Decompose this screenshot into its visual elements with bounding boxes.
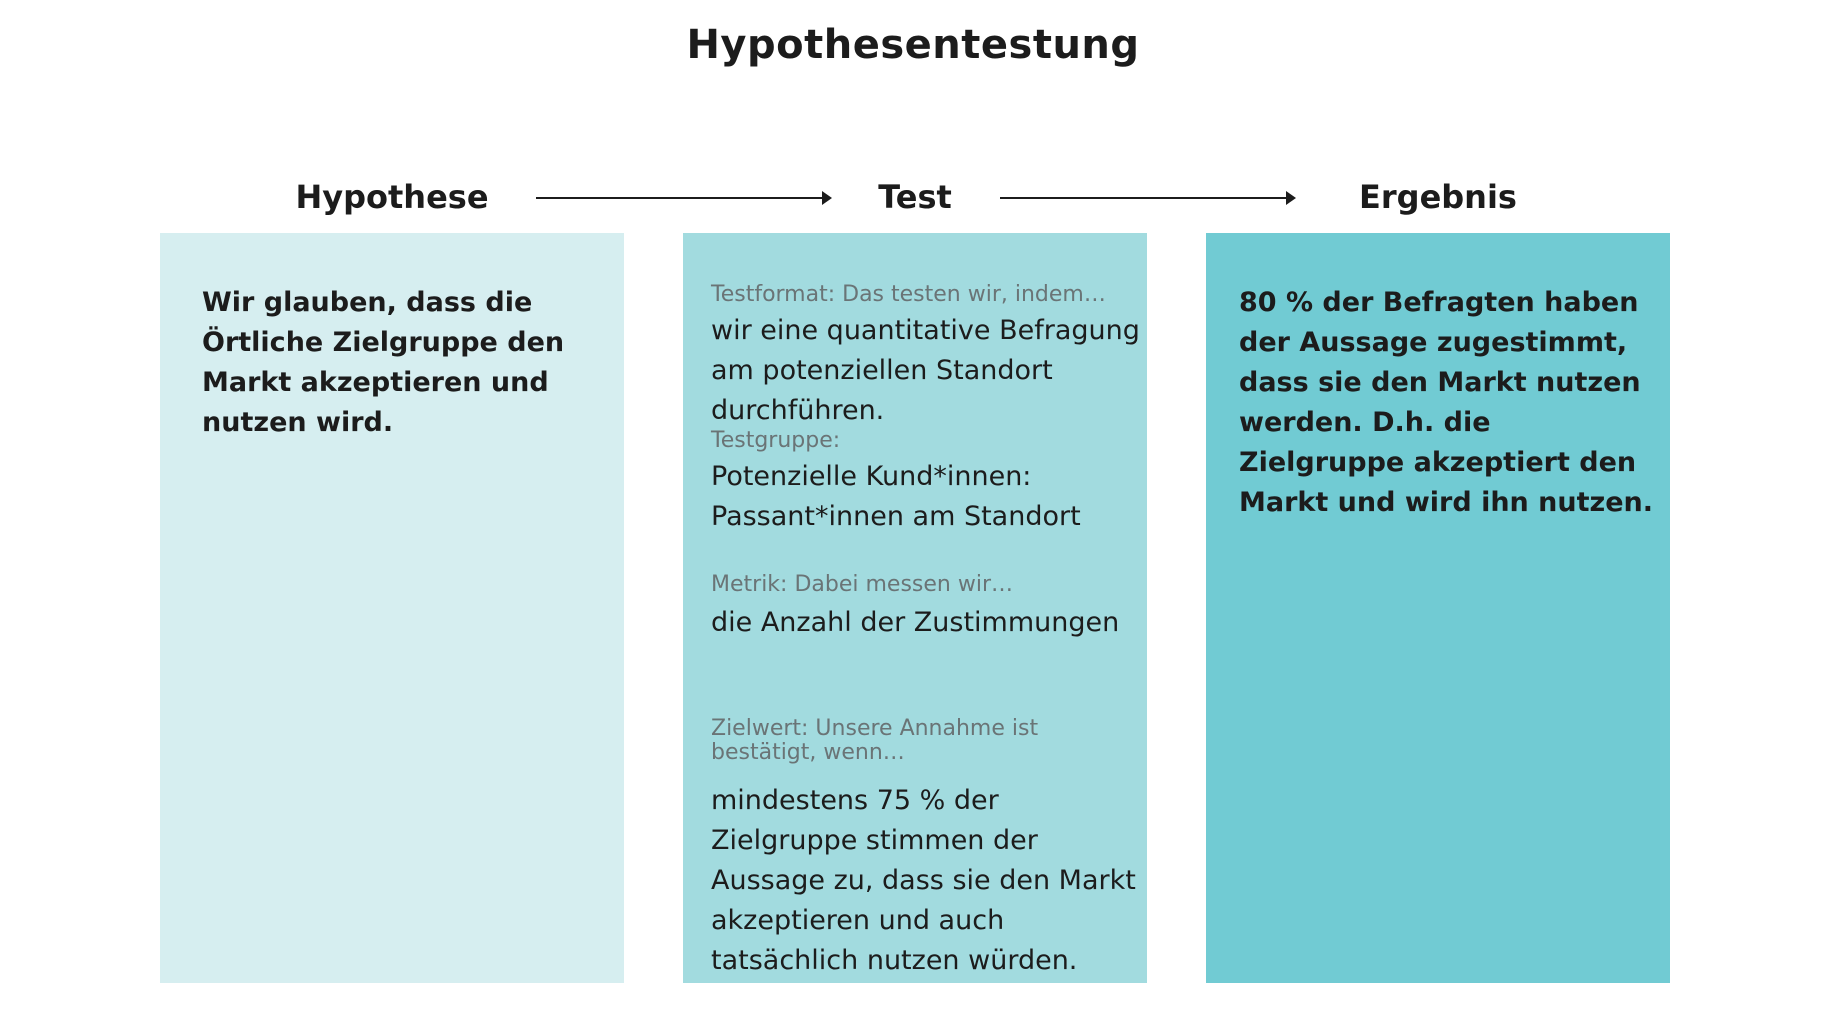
arrow-hypothesis-to-test	[536, 188, 832, 208]
test-group-label: Testgruppe:	[711, 428, 841, 453]
hypothesis-text: Wir glauben, dass die Örtliche Zielgruppe den Markt akzeptieren und nutzen wird.	[202, 287, 565, 438]
test-group-value: Potenzielle Kund*innen: Passant*innen am Standort	[711, 461, 1081, 532]
test-metric-value: die Anzahl der Zustimmungen	[711, 607, 1120, 638]
test-metric-label: Metrik: Dabei messen wir…	[711, 572, 1013, 597]
test-panel	[683, 233, 1147, 983]
test-target-label: Zielwert: Unsere Annahme ist bestätigt, wenn…	[711, 716, 1039, 765]
result-panel	[1206, 233, 1670, 983]
page-title: Hypothesentestung	[686, 22, 1140, 68]
hypothesis-header: Hypothese	[295, 178, 489, 216]
test-format-label: Testformat: Das testen wir, indem…	[711, 282, 1106, 307]
test-target-value: mindestens 75 % der Zielgruppe stimmen der Aussage zu, dass sie den Markt akzeptieren und auch tatsächlich nutzen würden.	[711, 785, 1136, 976]
result-text: 80 % der Befragten haben der Aussage zugestimmt, dass sie den Markt nutzen werden. D.h. die Zielgruppe akzeptiert den Markt und wird ihn nutzen.	[1239, 287, 1654, 518]
hypothesis-panel	[160, 233, 624, 983]
test-format-value: wir eine quantitative Befragung am potenziellen Standort durchführen.	[711, 315, 1140, 426]
test-header: Test	[878, 178, 952, 216]
arrow-test-to-result	[1000, 188, 1296, 208]
result-header: Ergebnis	[1359, 178, 1517, 216]
